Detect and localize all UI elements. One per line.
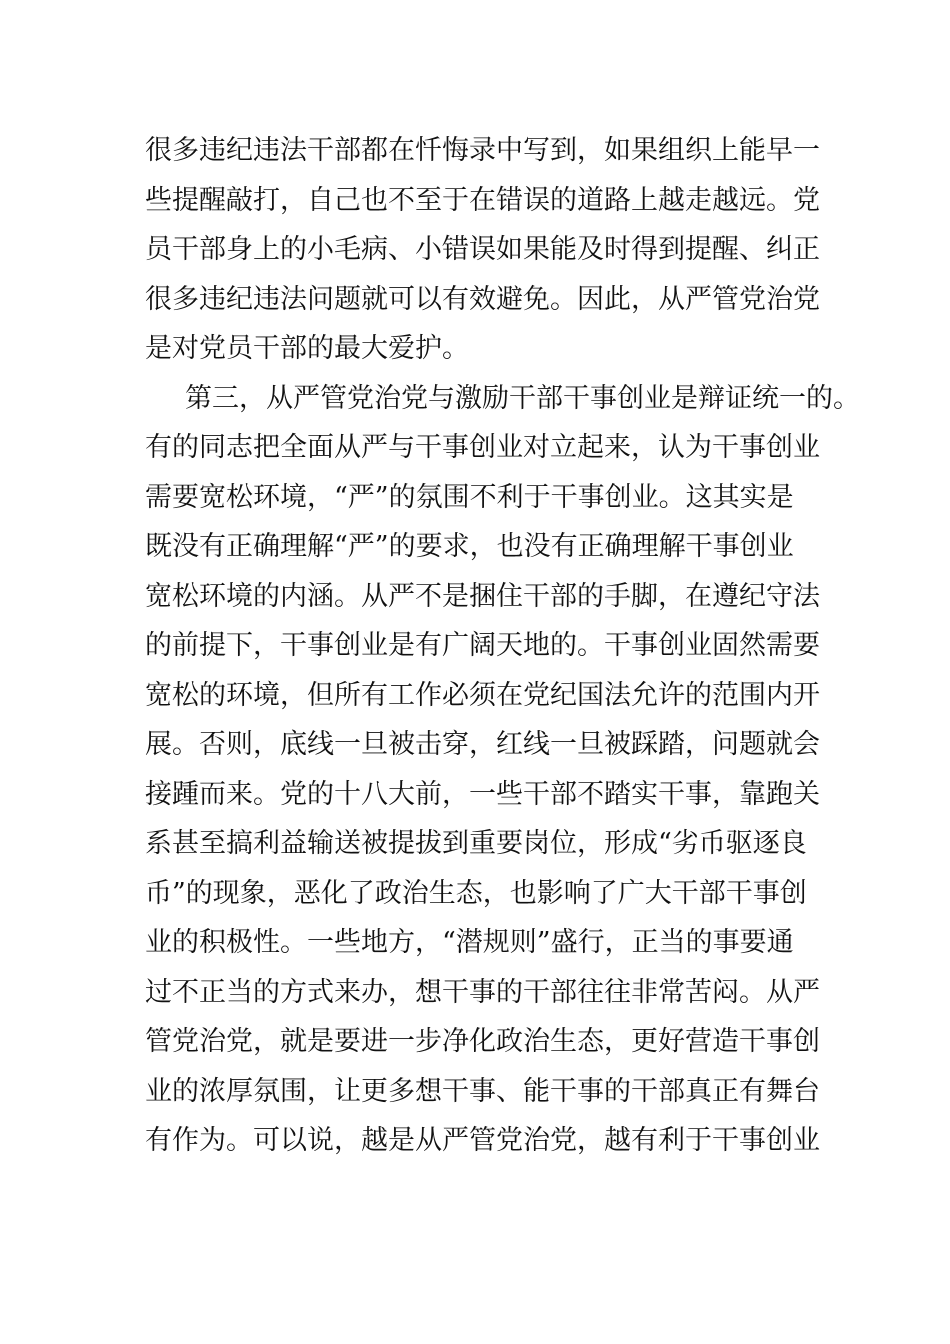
paragraph-start-line: 第三，从严管党治党与激励干部干事创业是辩证统一的。 <box>185 382 860 414</box>
text-line-18: 过不正当的方式来办，想干事的干部往往非常苦闷。从严 <box>145 976 820 1008</box>
text-line-7: 有的同志把全面从严与干事创业对立起来，认为干事创业 <box>145 432 820 463</box>
text-line-20: 业的浓厚氛围，让更多想干事、能干事的干部真正有舞台 <box>145 1075 820 1107</box>
text-line-15: 系甚至搞利益输送被提拔到重要岗位，形成“劣币驱逐良 <box>145 828 807 859</box>
text-line-16: 币”的现象，恶化了政治生态，也影响了广大干部干事创 <box>145 877 807 909</box>
text-line-21: 有作为。可以说，越是从严管党治党，越有利于干事创业 <box>145 1125 820 1156</box>
text-line-1: 很多违纪违法干部都在忏悔录中写到，如果组织上能早一 <box>145 135 820 166</box>
text-line-2: 些提醒敲打，自己也不至于在错误的道路上越走越远。党 <box>145 184 820 216</box>
text-line-19: 管党治党，就是要进一步净化政治生态，更好营造干事创 <box>145 1026 820 1057</box>
body-text <box>145 126 860 1166</box>
text-line-13: 展。否则，底线一旦被击穿，红线一旦被踩踏，问题就会 <box>145 729 820 760</box>
text-line-10: 宽松环境的内涵。从严不是捆住干部的手脚，在遵纪守法 <box>145 580 820 612</box>
text-line-14: 接踵而来。党的十八大前，一些干部不踏实干事，靠跑关 <box>145 778 820 810</box>
text-line-4: 很多违纪违法问题就可以有效避免。因此，从严管党治党 <box>145 283 820 315</box>
text-line-3: 员干部身上的小毛病、小错误如果能及时得到提醒、纠正 <box>145 234 820 265</box>
text-line-11: 的前提下，干事创业是有广阔天地的。干事创业固然需要 <box>145 630 820 661</box>
text-line-12: 宽松的环境，但所有工作必须在党纪国法允许的范围内开 <box>145 679 820 711</box>
text-line-9: 既没有正确理解“严”的要求，也没有正确理解干事创业 <box>145 531 794 562</box>
text-line-17: 业的积极性。一些地方，“潜规则”盛行，正当的事要通 <box>145 927 794 958</box>
text-line-5: 是对党员干部的最大爱护。 <box>145 333 469 364</box>
text-line-8: 需要宽松环境，“严”的氛围不利于干事创业。这其实是 <box>145 481 794 513</box>
